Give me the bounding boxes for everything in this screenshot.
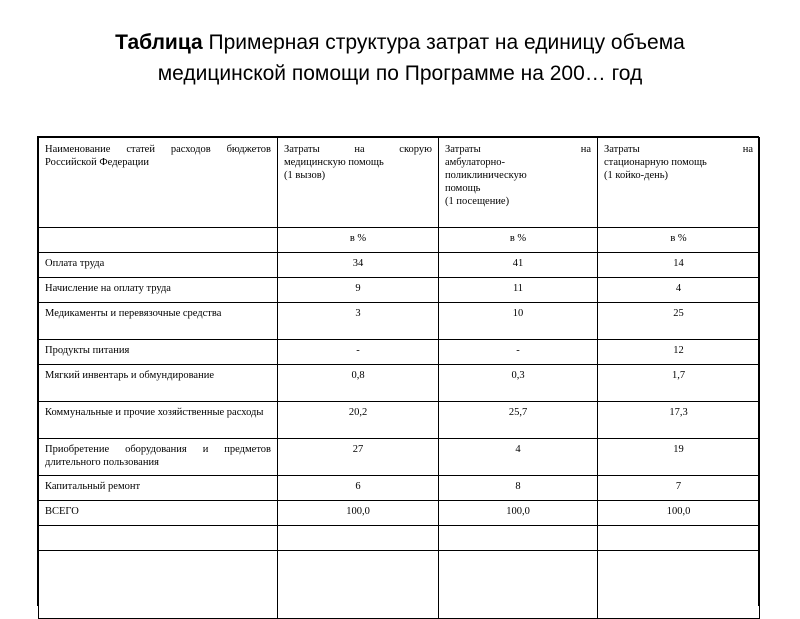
empty-cell <box>439 526 598 551</box>
header-cell-inpatient <box>598 138 760 228</box>
row-value-outpatient: 100,0 <box>439 501 598 526</box>
row-value-outpatient: 10 <box>439 303 598 340</box>
table-row <box>39 439 760 476</box>
header-ambulance-line1: Затраты на скорую <box>284 144 432 155</box>
row-value-ambulance: 100,0 <box>278 501 439 526</box>
row-value-outpatient: 11 <box>439 278 598 303</box>
row-name: Медикаменты и перевязочные средства <box>39 303 278 340</box>
row-value-ambulance: 3 <box>278 303 439 340</box>
table-row <box>39 278 760 303</box>
title-line1: Примерная структура затрат на единицу объема <box>202 31 685 54</box>
units-cell: в % <box>598 228 760 253</box>
header-inpatient-line1: Затраты на <box>604 144 753 155</box>
row-value-inpatient: 12 <box>598 340 760 365</box>
row-name: Оплата труда <box>39 253 278 278</box>
table-row <box>39 253 760 278</box>
row-value-inpatient: 7 <box>598 476 760 501</box>
table-row <box>39 476 760 501</box>
row-value-inpatient: 100,0 <box>598 501 760 526</box>
row-value-ambulance: 34 <box>278 253 439 278</box>
header-inpatient-line3: (1 койко-день) <box>604 170 669 181</box>
row-name: ВСЕГО <box>39 501 278 526</box>
units-cell-empty <box>39 228 278 253</box>
row-value-inpatient: 4 <box>598 278 760 303</box>
row-name: Приобретение оборудования и предметов длительного пользования <box>39 439 278 476</box>
header-ambulance-line3: (1 вызов) <box>284 170 326 181</box>
units-row <box>39 228 760 253</box>
row-value-outpatient: - <box>439 340 598 365</box>
cost-structure-table <box>38 137 760 619</box>
title-line2: медицинской помощи по Программе на 200… год <box>157 62 643 85</box>
header-cell-ambulance <box>278 138 439 228</box>
empty-cell <box>598 551 760 619</box>
table-row <box>39 365 760 402</box>
header-outpatient-line2: амбулаторно- <box>445 157 505 168</box>
header-ambulance-line2: медицинскую помощь <box>284 157 384 168</box>
empty-cell <box>278 551 439 619</box>
row-value-inpatient: 25 <box>598 303 760 340</box>
row-value-ambulance: 6 <box>278 476 439 501</box>
row-value-outpatient: 41 <box>439 253 598 278</box>
units-cell: в % <box>439 228 598 253</box>
empty-row <box>39 551 760 619</box>
row-name: Мягкий инвентарь и обмундирование <box>39 365 278 402</box>
empty-cell <box>439 551 598 619</box>
empty-cell <box>39 551 278 619</box>
row-value-inpatient: 17,3 <box>598 402 760 439</box>
empty-cell <box>598 526 760 551</box>
table-row <box>39 340 760 365</box>
header-outpatient-line1: Затраты на <box>445 144 591 155</box>
row-name: Коммунальные и прочие хозяйственные расходы <box>39 402 278 439</box>
total-row <box>39 501 760 526</box>
title-bold: Таблица <box>115 31 203 54</box>
table-row <box>39 402 760 439</box>
header-cell-expense-items: Наименование статей расходов бюджетов Российской Федерации <box>39 138 278 228</box>
header-outpatient-line5: (1 посещение) <box>445 196 510 207</box>
page-title <box>40 27 760 89</box>
header-outpatient-line4: помощь <box>445 183 481 194</box>
header-outpatient-line3: поликлиническую <box>445 170 527 181</box>
table-row <box>39 303 760 340</box>
header-cell-outpatient <box>439 138 598 228</box>
empty-row <box>39 526 760 551</box>
header-inpatient-line2: стационарную помощь <box>604 157 707 168</box>
row-value-inpatient: 19 <box>598 439 760 476</box>
row-value-ambulance: - <box>278 340 439 365</box>
row-value-inpatient: 1,7 <box>598 365 760 402</box>
cost-table-container <box>37 136 759 606</box>
row-name: Продукты питания <box>39 340 278 365</box>
row-value-ambulance: 9 <box>278 278 439 303</box>
empty-cell <box>278 526 439 551</box>
row-name: Начисление на оплату труда <box>39 278 278 303</box>
table-header-row <box>39 138 760 228</box>
row-name: Капитальный ремонт <box>39 476 278 501</box>
empty-cell <box>39 526 278 551</box>
row-value-ambulance: 0,8 <box>278 365 439 402</box>
row-value-inpatient: 14 <box>598 253 760 278</box>
row-value-ambulance: 20,2 <box>278 402 439 439</box>
row-value-ambulance: 27 <box>278 439 439 476</box>
row-value-outpatient: 4 <box>439 439 598 476</box>
row-value-outpatient: 0,3 <box>439 365 598 402</box>
units-cell: в % <box>278 228 439 253</box>
row-value-outpatient: 8 <box>439 476 598 501</box>
row-value-outpatient: 25,7 <box>439 402 598 439</box>
